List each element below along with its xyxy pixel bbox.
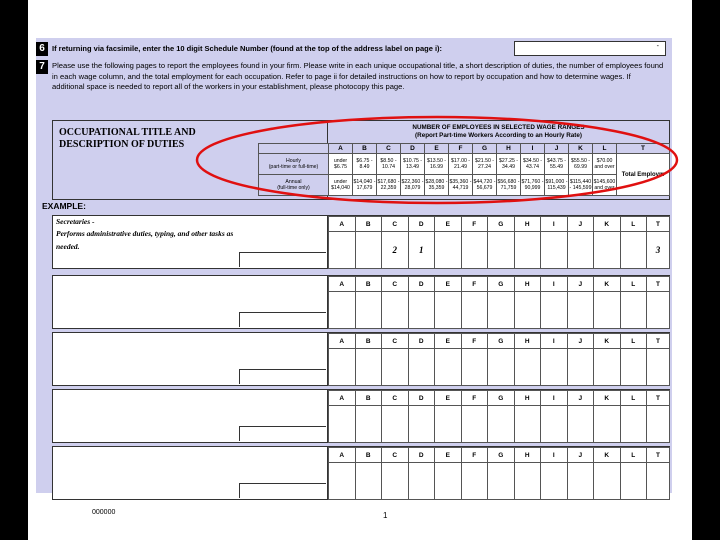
entry-count-input-t[interactable] <box>647 463 670 500</box>
wage-column-i: I <box>521 144 545 154</box>
entry-column-j: J <box>567 277 594 292</box>
step-7-number: 7 <box>36 60 48 74</box>
entry-count-input-i[interactable] <box>541 349 568 386</box>
wage-title-line2: (Report Part-time Workers According to an Hourly Rate) <box>415 132 582 139</box>
entry-count-input-g[interactable] <box>488 463 515 500</box>
entry-count-input-k[interactable] <box>594 349 621 386</box>
entry-count-input-f[interactable] <box>461 292 488 329</box>
occupation-description-input[interactable] <box>53 390 328 442</box>
entry-column-i: I <box>541 334 568 349</box>
hourly-range-e: $13.50 - 16.99 <box>425 154 449 175</box>
example-column-d: D <box>408 217 435 232</box>
occupation-entry <box>52 332 670 386</box>
occupation-code-box[interactable] <box>239 312 326 327</box>
annual-range-l: $145,600 and over <box>593 175 617 196</box>
example-column-f: F <box>461 217 488 232</box>
example-column-b: B <box>355 217 382 232</box>
entry-count-input-c[interactable] <box>382 463 409 500</box>
entry-column-j: J <box>567 448 594 463</box>
entry-column-c: C <box>382 277 409 292</box>
example-column-c: C <box>382 217 409 232</box>
wage-column-b: B <box>353 144 377 154</box>
hourly-range-k: $55.50 - 69.99 <box>569 154 593 175</box>
entry-column-j: J <box>567 391 594 406</box>
entry-column-l: L <box>620 334 647 349</box>
entry-column-b: B <box>355 277 382 292</box>
wage-column-j: J <box>545 144 569 154</box>
entry-count-input-l[interactable] <box>620 463 647 500</box>
entry-count-input-h[interactable] <box>514 406 541 443</box>
occupation-wage-grid <box>328 276 670 329</box>
occupation-code-box[interactable] <box>239 426 326 441</box>
entry-count-input-l[interactable] <box>620 406 647 443</box>
example-column-t: T <box>647 217 670 232</box>
occupation-wage-grid <box>328 447 670 500</box>
entry-count-input-g[interactable] <box>488 349 515 386</box>
hourly-range-d: $10.75 - 13.49 <box>401 154 425 175</box>
example-grid <box>328 216 670 269</box>
wage-column-letters <box>259 144 670 154</box>
entry-column-e: E <box>435 277 462 292</box>
entry-count-input-j[interactable] <box>567 292 594 329</box>
entry-count-input-a[interactable] <box>329 349 356 386</box>
hourly-range-b: $6.75 - 8.49 <box>353 154 377 175</box>
entry-column-h: H <box>514 277 541 292</box>
entry-column-f: F <box>461 277 488 292</box>
example-column-e: E <box>435 217 462 232</box>
wage-title-line1: NUMBER OF EMPLOYEES IN SELECTED WAGE RANGES <box>412 124 585 131</box>
wage-column-h: H <box>497 144 521 154</box>
occupation-description-input[interactable] <box>53 447 328 499</box>
annual-range-j: $91,000 - 115,439 <box>545 175 569 196</box>
entry-count-input-h[interactable] <box>514 292 541 329</box>
hourly-range-g: $21.50 - 27.24 <box>473 154 497 175</box>
entry-column-t: T <box>647 277 670 292</box>
entry-column-l: L <box>620 391 647 406</box>
entry-column-g: G <box>488 334 515 349</box>
total-employment-header: Total Employm <box>617 154 670 196</box>
entry-column-d: D <box>408 277 435 292</box>
entry-count-input-l[interactable] <box>620 349 647 386</box>
annual-range-b: $14,040 - 17,679 <box>353 175 377 196</box>
annual-range-k: $115,440 - 145,599 <box>569 175 593 196</box>
wage-header <box>52 120 670 200</box>
example-entry <box>52 215 670 269</box>
schedule-number-value: - <box>656 43 659 50</box>
entry-count-input-i[interactable] <box>541 463 568 500</box>
hourly-range-a: under $6.75 <box>329 154 353 175</box>
entry-count-input-d[interactable] <box>408 292 435 329</box>
page-number: 1 <box>383 511 388 520</box>
wage-range-grid <box>258 143 670 196</box>
example-column-g: G <box>488 217 515 232</box>
wage-range-title <box>328 124 669 140</box>
example-value-j <box>567 232 594 269</box>
entry-count-input-f[interactable] <box>461 406 488 443</box>
footer-code: 000000 <box>92 509 116 516</box>
example-value-c: 2 <box>382 232 409 269</box>
entry-count-input-e[interactable] <box>435 349 462 386</box>
entry-count-input-e[interactable] <box>435 406 462 443</box>
step-6-text: If returning via facsimile, enter the 10 digit Schedule Number (found at the top of the address label on page i): <box>52 44 443 53</box>
example-column-k: K <box>594 217 621 232</box>
entry-count-input-e[interactable] <box>435 292 462 329</box>
entry-column-g: G <box>488 277 515 292</box>
entry-column-e: E <box>435 448 462 463</box>
occupation-code-box[interactable] <box>239 483 326 498</box>
entry-count-input-k[interactable] <box>594 292 621 329</box>
entry-column-g: G <box>488 448 515 463</box>
entry-column-b: B <box>355 448 382 463</box>
example-value-g <box>488 232 515 269</box>
example-letters <box>329 217 670 232</box>
entry-column-k: K <box>594 334 621 349</box>
entry-column-a: A <box>329 334 356 349</box>
example-code-box <box>239 252 326 267</box>
entry-count-input-k[interactable] <box>594 406 621 443</box>
annual-range-a: under $14,040 <box>329 175 353 196</box>
entry-count-input-h[interactable] <box>514 463 541 500</box>
example-value-e <box>435 232 462 269</box>
wage-column-l: L <box>593 144 617 154</box>
entry-count-input-t[interactable] <box>647 349 670 386</box>
annual-range-h: $56,680 - 71,759 <box>497 175 521 196</box>
entry-count-input-j[interactable] <box>567 463 594 500</box>
entry-column-f: F <box>461 334 488 349</box>
entry-column-c: C <box>382 334 409 349</box>
entry-count-input-e[interactable] <box>435 463 462 500</box>
entry-column-a: A <box>329 448 356 463</box>
entry-count-input-d[interactable] <box>408 349 435 386</box>
annual-range-f: $35,360 - 44,719 <box>449 175 473 196</box>
entry-count-input-t[interactable] <box>647 406 670 443</box>
occupation-description-input[interactable] <box>53 333 328 385</box>
entry-count-input-k[interactable] <box>594 463 621 500</box>
entry-column-l: L <box>620 448 647 463</box>
example-desc-line1: Performs administrative duties, typing, and other tasks as <box>56 229 234 238</box>
entry-column-k: K <box>594 391 621 406</box>
entry-count-input-b[interactable] <box>355 406 382 443</box>
wage-column-a: A <box>329 144 353 154</box>
entry-column-t: T <box>647 448 670 463</box>
occupation-code-box[interactable] <box>239 369 326 384</box>
hourly-label: Hourly (part-time or full-time) <box>259 154 329 175</box>
entry-count-input-b[interactable] <box>355 292 382 329</box>
entry-count-input-j[interactable] <box>567 406 594 443</box>
entry-column-e: E <box>435 391 462 406</box>
entry-column-a: A <box>329 391 356 406</box>
example-value-a <box>329 232 356 269</box>
occupation-entry <box>52 446 670 500</box>
wage-column-t: T <box>617 144 670 154</box>
example-value-i <box>541 232 568 269</box>
entry-count-input-c[interactable] <box>382 406 409 443</box>
entry-column-d: D <box>408 391 435 406</box>
entry-count-input-a[interactable] <box>329 463 356 500</box>
example-values <box>329 232 670 269</box>
example-column-a: A <box>329 217 356 232</box>
example-label: EXAMPLE: <box>42 201 86 211</box>
example-value-d: 1 <box>408 232 435 269</box>
example-desc-line2: needed. <box>56 242 80 251</box>
occupation-wage-grid <box>328 333 670 386</box>
schedule-number-input[interactable] <box>514 41 666 56</box>
entry-count-input-g[interactable] <box>488 406 515 443</box>
wage-column-g: G <box>473 144 497 154</box>
entry-column-i: I <box>541 448 568 463</box>
entry-column-d: D <box>408 448 435 463</box>
form-page <box>28 0 692 540</box>
annual-label: Annual (full-time only) <box>259 175 329 196</box>
entry-count-input-i[interactable] <box>541 292 568 329</box>
entry-column-k: K <box>594 448 621 463</box>
entry-count-input-d[interactable] <box>408 406 435 443</box>
entry-column-c: C <box>382 448 409 463</box>
entry-count-input-b[interactable] <box>355 463 382 500</box>
entry-column-l: L <box>620 277 647 292</box>
example-column-l: L <box>620 217 647 232</box>
entry-column-d: D <box>408 334 435 349</box>
entry-count-input-f[interactable] <box>461 463 488 500</box>
entry-count-input-d[interactable] <box>408 463 435 500</box>
entry-count-input-j[interactable] <box>567 349 594 386</box>
entry-count-input-h[interactable] <box>514 349 541 386</box>
example-title: Secretaries - <box>56 217 95 226</box>
entry-column-t: T <box>647 334 670 349</box>
annual-range-i: $71,760 - 90,999 <box>521 175 545 196</box>
wage-column-e: E <box>425 144 449 154</box>
step-7-text: Please use the following pages to report the employees found in your firm. Please write in each unique occupational title, a short description of duties, the number of employees found in each wage column, and the total employment for each occupation. Refer to page ii for detailed instructions on how to report by occupation and how to determine wages. If additional space is needed to report all of the workers in your establishment, please photocopy this page. <box>52 61 664 91</box>
entry-column-b: B <box>355 334 382 349</box>
entry-column-h: H <box>514 448 541 463</box>
entry-column-f: F <box>461 448 488 463</box>
entry-column-c: C <box>382 391 409 406</box>
entry-column-f: F <box>461 391 488 406</box>
wage-column-d: D <box>401 144 425 154</box>
annual-range-e: $28,080 - 35,359 <box>425 175 449 196</box>
entry-column-h: H <box>514 391 541 406</box>
entry-column-j: J <box>567 334 594 349</box>
hourly-range-j: $43.75 - 55.49 <box>545 154 569 175</box>
wage-column-f: F <box>449 144 473 154</box>
wage-column-c: C <box>377 144 401 154</box>
entry-column-a: A <box>329 277 356 292</box>
example-value-t: 3 <box>647 232 670 269</box>
entry-count-input-c[interactable] <box>382 349 409 386</box>
hourly-range-c: $8.50 - 10.74 <box>377 154 401 175</box>
wage-column-k: K <box>569 144 593 154</box>
example-value-k <box>594 232 621 269</box>
annual-range-d: $22,360 - 28,079 <box>401 175 425 196</box>
entry-count-input-i[interactable] <box>541 406 568 443</box>
hourly-range-h: $27.25 - 34.49 <box>497 154 521 175</box>
entry-count-input-f[interactable] <box>461 349 488 386</box>
example-column-h: H <box>514 217 541 232</box>
annual-ranges-row <box>259 175 670 196</box>
hourly-range-f: $17.00 - 21.49 <box>449 154 473 175</box>
occupation-wage-grid <box>328 390 670 443</box>
occupation-description-input[interactable] <box>53 276 328 328</box>
example-value-f <box>461 232 488 269</box>
entry-column-e: E <box>435 334 462 349</box>
entry-count-input-a[interactable] <box>329 406 356 443</box>
example-value-l <box>620 232 647 269</box>
entry-column-k: K <box>594 277 621 292</box>
entry-count-input-g[interactable] <box>488 292 515 329</box>
example-value-b <box>355 232 382 269</box>
entry-count-input-t[interactable] <box>647 292 670 329</box>
example-description <box>53 216 328 268</box>
annual-range-g: $44,720 - 56,679 <box>473 175 497 196</box>
example-column-j: J <box>567 217 594 232</box>
hourly-range-l: $70.00 and over <box>593 154 617 175</box>
occupation-header-title: OCCUPATIONAL TITLE AND DESCRIPTION OF DUTIES <box>59 127 196 150</box>
entry-count-input-l[interactable] <box>620 292 647 329</box>
example-value-h <box>514 232 541 269</box>
hourly-ranges-row <box>259 154 670 175</box>
entry-column-b: B <box>355 391 382 406</box>
entry-column-t: T <box>647 391 670 406</box>
entry-count-input-a[interactable] <box>329 292 356 329</box>
entry-column-i: I <box>541 391 568 406</box>
hourly-range-i: $34.50 - 43.74 <box>521 154 545 175</box>
entry-column-i: I <box>541 277 568 292</box>
entry-count-input-c[interactable] <box>382 292 409 329</box>
step-6-number: 6 <box>36 42 48 56</box>
entry-count-input-b[interactable] <box>355 349 382 386</box>
occupation-entry <box>52 275 670 329</box>
entry-column-g: G <box>488 391 515 406</box>
annual-range-c: $17,680 - 22,359 <box>377 175 401 196</box>
occupation-entry <box>52 389 670 443</box>
example-column-i: I <box>541 217 568 232</box>
entry-column-h: H <box>514 334 541 349</box>
